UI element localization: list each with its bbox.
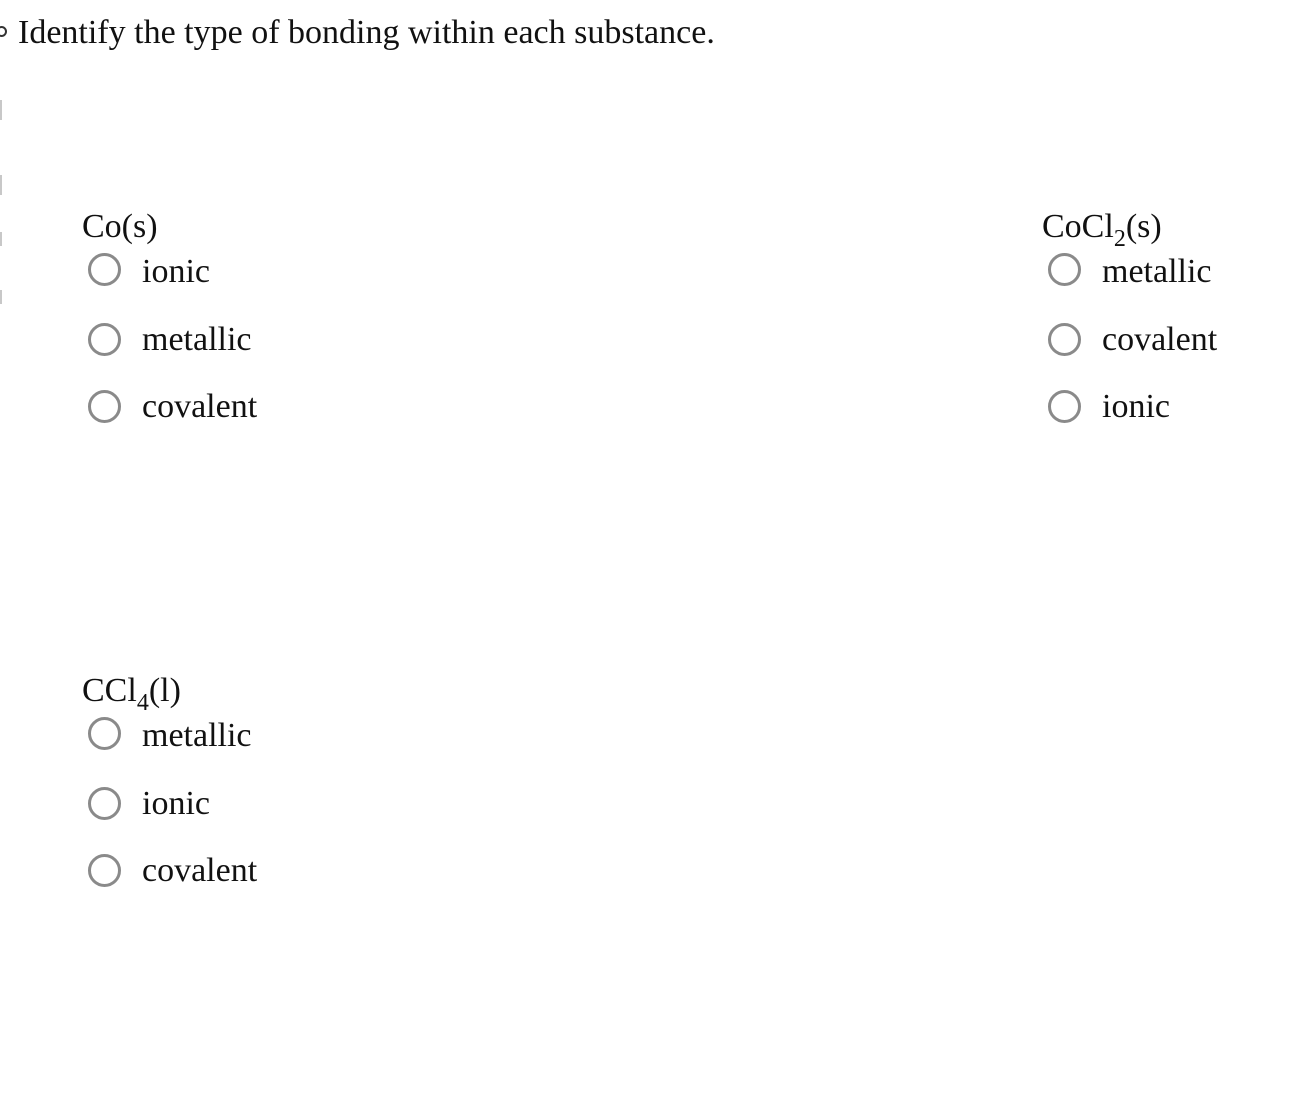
substance-group-co xyxy=(82,207,257,440)
substance-label xyxy=(82,207,257,251)
question-marker-icon xyxy=(0,26,7,37)
question-text: Identify the type of bonding within each substance. xyxy=(18,14,715,51)
left-edge-divider xyxy=(0,100,2,120)
radio-option-cocl2-ionic[interactable] xyxy=(1042,373,1217,440)
radio-button[interactable] xyxy=(88,787,121,820)
formula-subscript: 2 xyxy=(1113,226,1126,252)
radio-option-co-metallic[interactable] xyxy=(82,306,257,373)
radio-button[interactable] xyxy=(88,717,121,750)
radio-button[interactable] xyxy=(1048,253,1081,286)
formula-subscript: 4 xyxy=(136,690,149,716)
radio-option-ccl4-covalent[interactable] xyxy=(82,837,257,904)
option-label: metallic xyxy=(142,320,252,358)
substance-group-ccl4 xyxy=(82,671,257,904)
option-label: covalent xyxy=(1102,320,1218,358)
option-label: metallic xyxy=(1102,253,1212,290)
left-edge-divider xyxy=(0,175,2,195)
radio-button[interactable] xyxy=(1048,390,1081,423)
option-label: covalent xyxy=(142,387,258,425)
option-label: metallic xyxy=(142,717,252,754)
radio-button[interactable] xyxy=(88,390,121,423)
radio-option-ccl4-metallic[interactable] xyxy=(82,715,257,770)
substance-group-cocl2 xyxy=(1042,207,1217,440)
formula-main: CCl xyxy=(82,672,137,709)
option-label: ionic xyxy=(1102,387,1170,425)
radio-option-co-ionic[interactable] xyxy=(82,251,257,306)
option-list xyxy=(82,715,257,904)
option-list xyxy=(82,251,257,440)
formula-tail: (l) xyxy=(148,672,181,709)
substance-label xyxy=(82,671,257,715)
formula-main: CoCl xyxy=(1042,208,1114,245)
option-list xyxy=(1042,251,1217,440)
formula-main: Co(s) xyxy=(82,208,158,245)
radio-button[interactable] xyxy=(88,323,121,356)
radio-button[interactable] xyxy=(88,253,121,286)
radio-button[interactable] xyxy=(1048,323,1081,356)
formula-tail: (s) xyxy=(1125,208,1162,245)
left-edge-divider xyxy=(0,290,2,304)
radio-button[interactable] xyxy=(88,854,121,887)
radio-option-ccl4-ionic[interactable] xyxy=(82,770,257,837)
radio-option-cocl2-metallic[interactable] xyxy=(1042,251,1217,306)
radio-option-co-covalent[interactable] xyxy=(82,373,257,440)
option-label: ionic xyxy=(142,784,210,822)
substance-label xyxy=(1042,207,1217,251)
option-label: ionic xyxy=(142,253,210,290)
left-edge-divider xyxy=(0,232,2,246)
option-label: covalent xyxy=(142,851,258,889)
radio-option-cocl2-covalent[interactable] xyxy=(1042,306,1217,373)
